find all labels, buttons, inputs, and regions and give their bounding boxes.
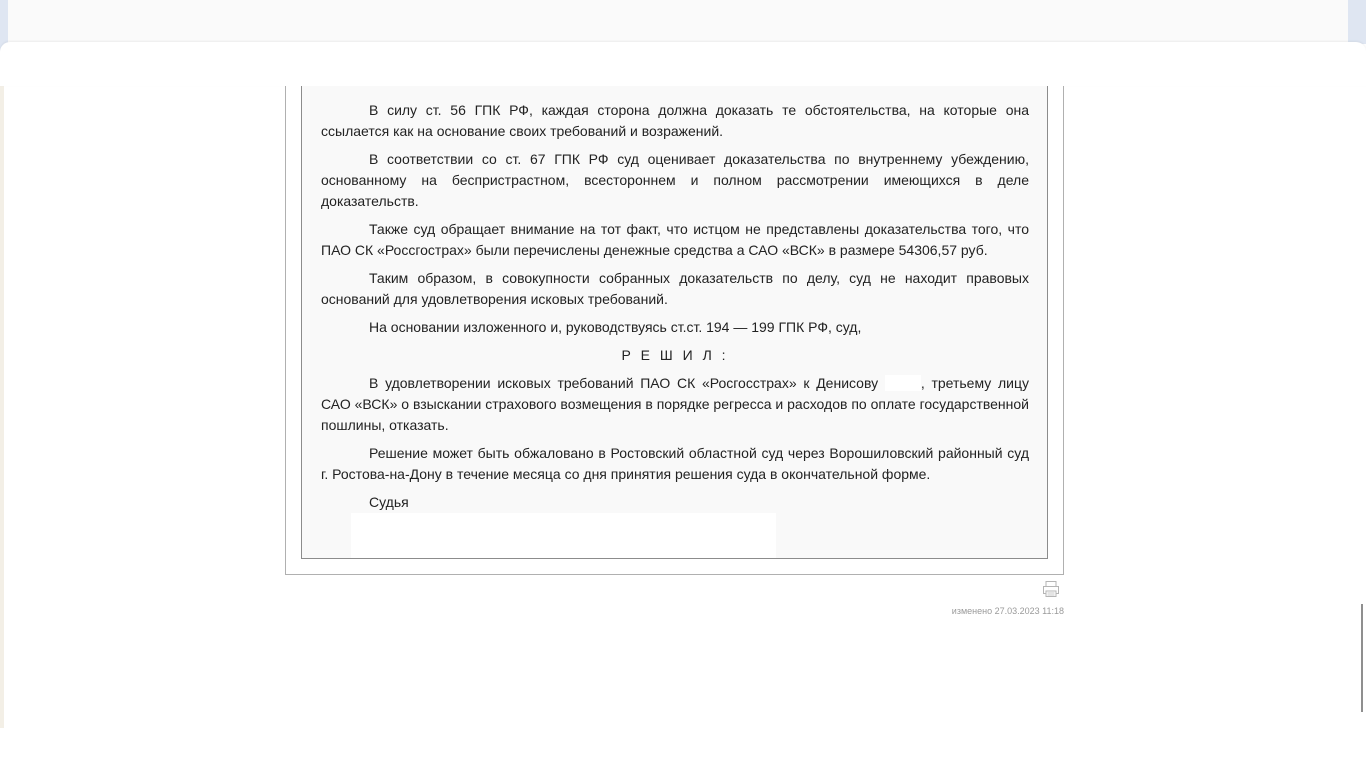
- document-frame: [285, 86, 1064, 575]
- modified-timestamp: изменено 27.03.2023 11:18: [951, 606, 1064, 616]
- decision-heading: Р Е Ш И Л :: [621, 347, 729, 363]
- paragraph-decision: [321, 373, 1029, 436]
- paragraph-article-56: В силу ст. 56 ГПК РФ, каждая сторона должна доказать те обстоятельства, на которые она ссылается как на основание своих требований и возражений.: [321, 102, 1029, 139]
- right-top-corner: [1348, 0, 1366, 44]
- header-panel: [0, 42, 1366, 86]
- paragraph-conclusion: Таким образом, в совокупности собранных доказательств по делу, суд не находит правовых оснований для удовлетворения исковых требований.: [321, 270, 1029, 307]
- paragraph-evidence: Также суд обращает внимание на тот факт, что истцом не представлены доказательства того, что ПАО СК «Россгострах» были перечислены денежные средства а САО «ВСК» в размере 54306,57 руб.: [321, 221, 1029, 258]
- scrollbar-thumb[interactable]: [1361, 604, 1363, 712]
- decision-text-part2: , третьему лицу САО «ВСК» о взыскании страхового возмещения в порядке регресса и расходов по оплате государственной пошлины, отказать.: [321, 375, 1029, 433]
- judge-label: Судья: [369, 494, 409, 510]
- document-body: [301, 86, 1048, 559]
- bottom-area: [0, 728, 1366, 768]
- paragraph-article-67: В соответствии со ст. 67 ГПК РФ суд оценивает доказательства по внутреннему убеждению, основанному на беспристрастном, всестороннем и полном рассмотрении имеющихся в деле доказательств.: [321, 151, 1029, 209]
- redacted-name: [885, 375, 921, 391]
- document-text: [321, 100, 1029, 520]
- redacted-signature-block: [351, 513, 776, 558]
- paragraph-appeal: Решение может быть обжаловано в Ростовский областной суд через Ворошиловский районный суд г. Ростова-на-Дону в течение месяца со дня принятия решения суда в окончательной форме.: [321, 445, 1029, 482]
- paragraph-legal-basis: На основании изложенного и, руководствуясь ст.ст. 194 — 199 ГПК РФ, суд,: [369, 319, 862, 335]
- decision-text-part1: В удовлетворении исковых требований ПАО СК «Росгосстрах» к Денисову: [369, 375, 885, 391]
- print-icon[interactable]: [1042, 580, 1060, 598]
- left-edge-strip: [0, 0, 4, 768]
- browser-top-bar: [0, 0, 1366, 44]
